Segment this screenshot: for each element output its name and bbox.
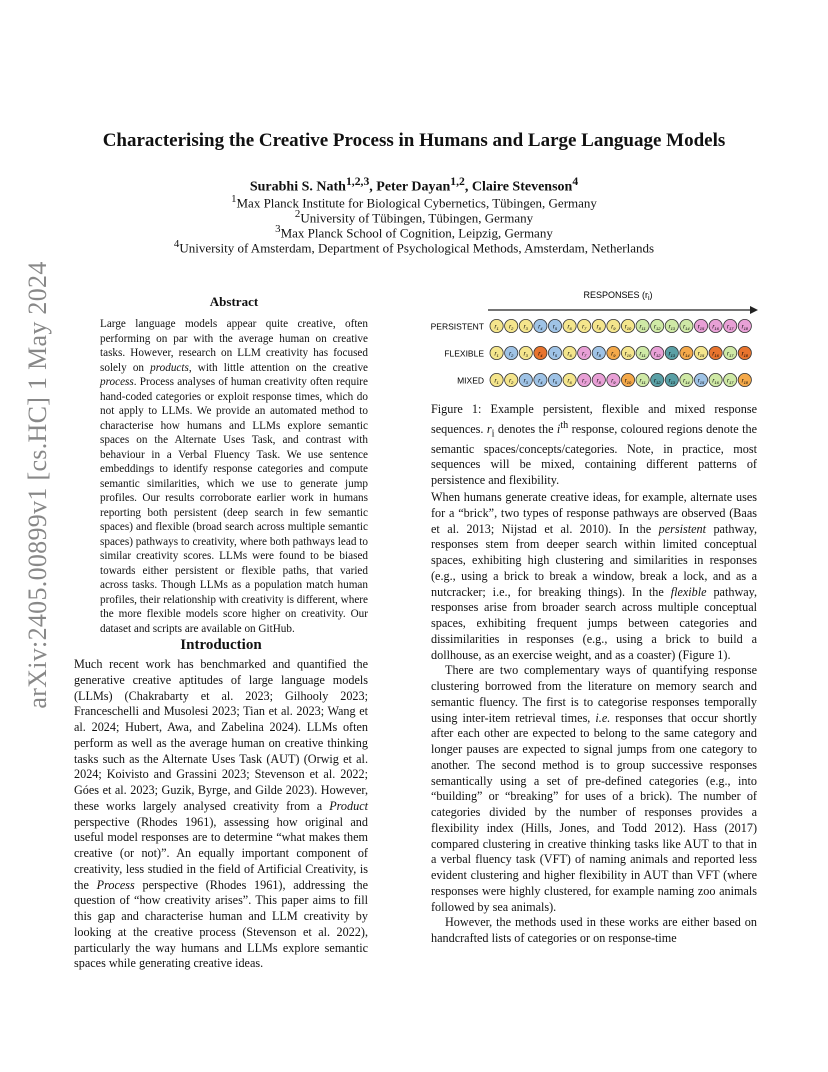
response-node-label: $r_{12}$ bbox=[653, 351, 661, 358]
author-list: Surabhi S. Nath$^{1,2,3}$, Peter Dayan$^{1,2}$, Claire Stevenson$^4$ bbox=[249, 175, 579, 195]
response-node-label: $r_{14}$ bbox=[683, 324, 690, 331]
response-node-label: $r_3$ bbox=[523, 324, 528, 331]
response-node-label: $r_{10}$ bbox=[624, 324, 632, 331]
response-node-label: $r_1$ bbox=[494, 324, 499, 331]
response-node-label: $r_5$ bbox=[552, 351, 558, 358]
response-node-label: $r_6$ bbox=[567, 351, 572, 358]
response-node-label: $r_9$ bbox=[611, 324, 616, 331]
arxiv-identifier: arXiv:2405.00899v1 [cs.HC] 1 May 2024 bbox=[23, 261, 52, 709]
response-node-label: $r_{17}$ bbox=[726, 378, 734, 385]
response-node-label: $r_7$ bbox=[582, 324, 587, 331]
response-node-label: $r_4$ bbox=[538, 351, 543, 358]
right-column-text: When humans generate creative ideas, for example, alternate uses for a “brick”, two types of response pathways are observed (Baas et al. 2013; Nijstad et al. 2010). In the persistent pathway, responses stem from deeper search within limited conceptual spaces, exhibiting high clustering and similarities in responses (e.g., using a brick to break a window, break a lock, and as a nutcracker; i.e., for breaking things). In the flexible pathway, responses arise from broader search across multiple conceptual spaces, exhibiting frequent jumps between categories and dissimilarities in responses (e.g., using a brick to build a dollhouse, as an exercise weight, and as a coaster) (Figure 1). There are two complementary ways of quantifying response clustering borrowed from the literature on memory search and semantic fluency. The first is to categorise responses temporally using inter-item retrieval times, i.e. responses that occur shortly after each other are expected to belong to the same category and longer pauses are expected to signal jumps from one category to another. The second method is to group successive responses semantically using a set of pre-defined categories (e.g., into “building” or “breaking” for uses of a brick). The number of categories divided by the number of responses provides a flexibility index (Hills, Jones, and Todd 2012). Hass (2017) compared clustering in creative thinking tasks like AUT to that in a verbal fluency task (VFT) of naming animals and reported less evident clustering and higher flexibility in AUT than VFT (where responses were highly clustered, for example naming zoo animals followed by sea animals). However, the methods used in these works are either based on handcrafted lists of categories or on response-time bbox=[431, 490, 758, 945]
affiliation: $^2$University of Tübingen, Tübingen, Germany bbox=[294, 208, 534, 226]
response-node-label: $r_{14}$ bbox=[683, 351, 690, 358]
response-node-label: $r_5$ bbox=[552, 324, 558, 331]
abstract-text: Large language models appear quite creative, often performing on par with the average human on creative tasks. However, research on LLM creativity has focused solely on products, with little attention on the creative process. Process analyses of human creativity often require hand-coded categories or exploit response times, which do not apply to LLMs. We provide an automated method to characterise how humans and LLMs explore semantic spaces on the Alternate Uses Task, and contrast with behaviour in a Verbal Fluency Task. We use sentence embeddings to identify response categories and compute semantic similarities, which we use to generate jump profiles. Our results corroborate earlier work in humans reporting both persistent (deep search in few semantic spaces) and flexible (broad search across multiple semantic spaces) pathways to creativity, where both pathways lead to similar creativity scores. LLMs were found to be biased towards either persistent or flexible paths, that varied across tasks. Though LLMs as a population match human profiles, their relationship with creativity is different, where the more flexible models score higher on creativity. Our dataset and scripts are available on GitHub. bbox=[100, 318, 369, 635]
figure-caption: Figure 1: Example persistent, flexible and mixed response sequences. $r_i$ denotes the $i^{th}$ response, coloured regions denote the semantic spaces/concepts/categories. Note, in practice, most sequences will be mixed, containing different patterns of persistence and flexibility. bbox=[431, 402, 757, 487]
response-node-label: $r_7$ bbox=[582, 351, 587, 358]
response-node-label: $r_{13}$ bbox=[668, 324, 676, 331]
author-name: Claire Stevenson bbox=[471, 179, 573, 195]
response-node-label: $r_{17}$ bbox=[726, 324, 734, 331]
response-node-label: $r_{10}$ bbox=[624, 378, 632, 385]
response-node-label: $r_{12}$ bbox=[653, 378, 661, 385]
figure-axis-label: RESPONSES $(r_i)$ bbox=[583, 290, 653, 302]
response-node-label: $r_4$ bbox=[538, 378, 543, 385]
abstract-heading: Abstract bbox=[209, 294, 259, 309]
response-node-label: $r_4$ bbox=[538, 324, 543, 331]
response-node-label: $r_{15}$ bbox=[697, 378, 705, 385]
figure-row-label: MIXED bbox=[457, 375, 484, 386]
response-node-label: $r_3$ bbox=[523, 378, 528, 385]
response-node-label: $r_{16}$ bbox=[712, 378, 719, 385]
paper-title: Characterising the Creative Process in Humans and Large Language Models bbox=[102, 130, 726, 151]
response-node-label: $r_{17}$ bbox=[726, 351, 734, 358]
response-node-label: $r_{11}$ bbox=[639, 378, 646, 385]
response-node-label: $r_{13}$ bbox=[668, 378, 676, 385]
response-node-label: $r_{18}$ bbox=[741, 351, 749, 358]
response-node-label: $r_{10}$ bbox=[624, 351, 632, 358]
response-node-label: $r_{16}$ bbox=[712, 351, 719, 358]
figure-response-sequences bbox=[428, 286, 758, 398]
response-node-label: $r_2$ bbox=[509, 324, 514, 331]
figure-row-label: PERSISTENT bbox=[430, 321, 484, 332]
response-node-label: $r_{18}$ bbox=[741, 324, 749, 331]
response-node-label: $r_{11}$ bbox=[639, 351, 646, 358]
introduction-text: Much recent work has benchmarked and quantified the generative creative aptitudes of large language models (LLMs) (Chakrabarty et al. 2023; Gilhooly 2023; Franceschelli and Musolesi 2023; Tian et al. 2023; Wang et al. 2024; Hubert, Awa, and Zabelina 2024). LLMs often perform as well as the average human on creative thinking tasks such as the Alternate Uses Task (AUT) (Orwig et al. 2024; Koivisto and Grassini 2023; Stevenson et al. 2022; Góes et al. 2023; Guzik, Byrge, and Gilde 2023). However, these works largely analysed creativity from a Product perspective (Rhodes 1961), assessing how original and useful model responses are to determine “what makes them creative (or not)”. An equally important component of creativity, less studied in the field of Artificial Creativity, is the Process perspective (Rhodes 1961), addressing the question of “how creativity arises”. This paper aims to fill this gap and characterise human and LLM creativity by looking at the creative process (Stevenson et al. 2022), particularly the way humans and LLMs explore semantic spaces while generating creative ideas. bbox=[74, 657, 369, 971]
response-node-label: $r_6$ bbox=[567, 378, 572, 385]
arrow-right-icon bbox=[750, 306, 758, 314]
response-node-label: $r_{15}$ bbox=[697, 324, 705, 331]
response-node-label: $r_{16}$ bbox=[712, 324, 719, 331]
response-node-label: $r_8$ bbox=[596, 351, 601, 358]
response-node-label: $r_2$ bbox=[509, 378, 514, 385]
response-node-label: $r_9$ bbox=[611, 378, 616, 385]
affiliation: $^1$Max Planck Institute for Biological Cybernetics, Tübingen, Germany bbox=[231, 193, 597, 211]
response-node-label: $r_6$ bbox=[567, 324, 572, 331]
affiliation: $^4$University of Amsterdam, Department of Psychological Methods, Amsterdam, Netherlands bbox=[173, 238, 655, 256]
response-node-label: $r_8$ bbox=[596, 378, 601, 385]
introduction-heading: Introduction bbox=[180, 637, 262, 653]
response-node-label: $r_{11}$ bbox=[639, 324, 646, 331]
author-name: Surabhi S. Nath bbox=[249, 179, 346, 195]
author-name: Peter Dayan bbox=[376, 179, 451, 195]
response-node-label: $r_5$ bbox=[552, 378, 558, 385]
response-node-label: $r_7$ bbox=[582, 378, 587, 385]
response-node-label: $r_{14}$ bbox=[683, 378, 690, 385]
response-node-label: $r_{15}$ bbox=[697, 351, 705, 358]
response-node-label: $r_{18}$ bbox=[741, 378, 749, 385]
response-node-label: $r_2$ bbox=[509, 351, 514, 358]
figure-row-label: FLEXIBLE bbox=[444, 348, 484, 359]
affiliation: $^3$Max Planck School of Cognition, Leipzig, Germany bbox=[275, 223, 553, 241]
response-node-label: $r_9$ bbox=[611, 351, 616, 358]
response-node-label: $r_{12}$ bbox=[653, 324, 661, 331]
response-node-label: $r_3$ bbox=[523, 351, 528, 358]
response-node-label: $r_1$ bbox=[494, 351, 499, 358]
response-node-label: $r_{13}$ bbox=[668, 351, 676, 358]
response-node-label: $r_1$ bbox=[494, 378, 499, 385]
response-node-label: $r_8$ bbox=[596, 324, 601, 331]
